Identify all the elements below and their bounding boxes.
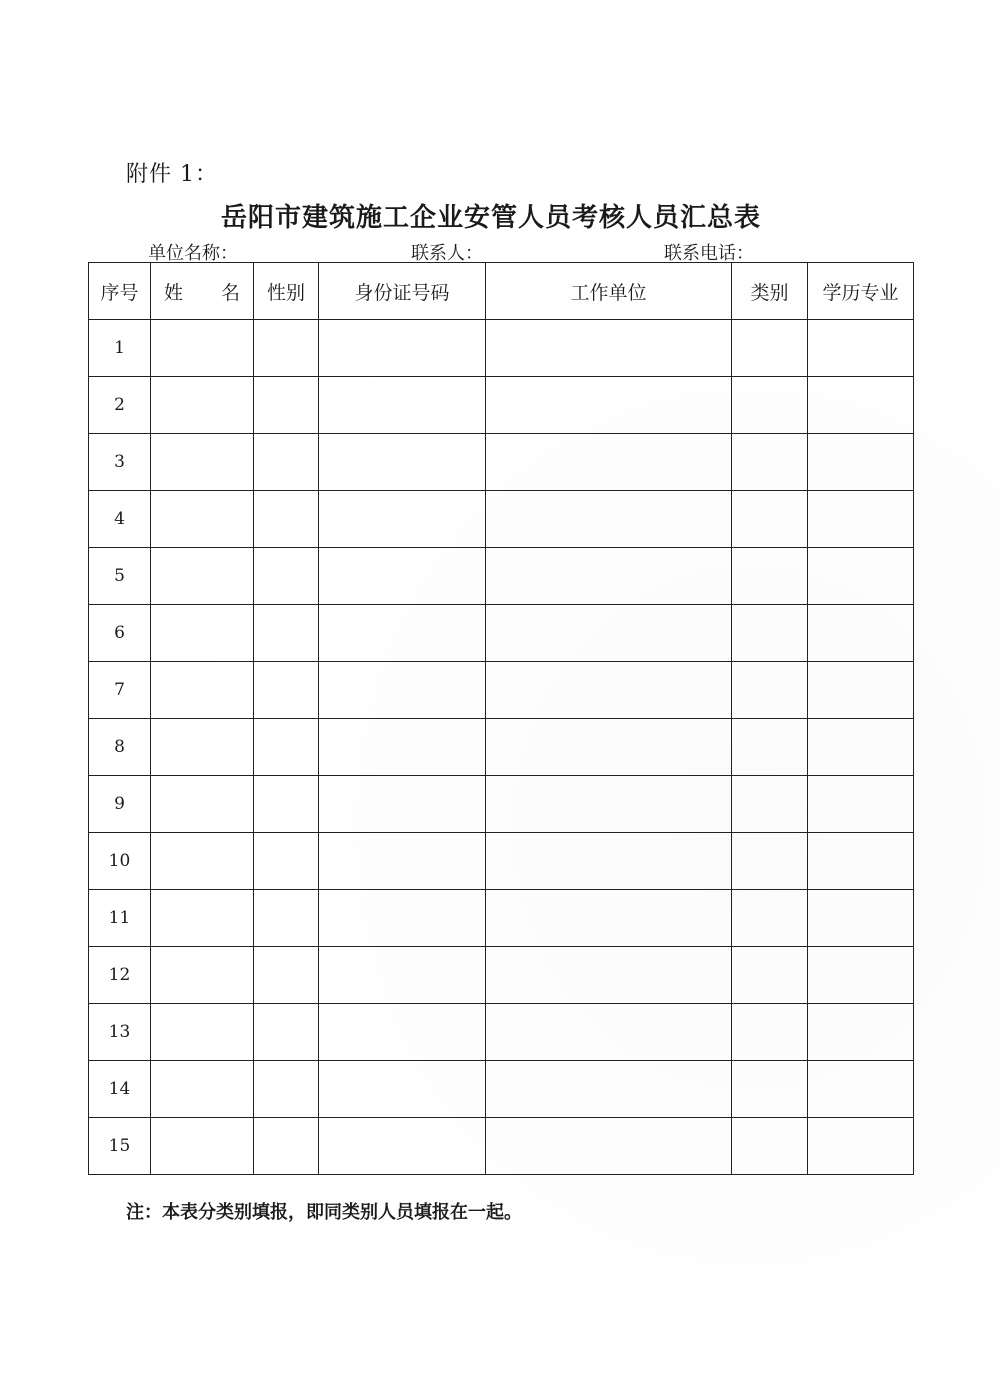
cell-work-unit <box>486 1004 732 1061</box>
cell-id-number <box>319 776 486 833</box>
table-row <box>89 548 914 605</box>
cell-id-number <box>319 719 486 776</box>
cell-education <box>808 1004 914 1061</box>
cell-education <box>808 776 914 833</box>
cell-work-unit <box>486 377 732 434</box>
cell-category <box>732 947 808 1004</box>
cell-gender <box>254 434 319 491</box>
cell-id-number <box>319 605 486 662</box>
header-gender: 性别 <box>254 263 319 320</box>
cell-work-unit <box>486 776 732 833</box>
cell-id-number <box>319 1118 486 1175</box>
cell-name <box>151 491 254 548</box>
table-row <box>89 377 914 434</box>
footnote: 注：本表分类别填报，即同类别人员填报在一起。 <box>126 1202 522 1223</box>
cell-gender <box>254 662 319 719</box>
cell-id-number <box>319 491 486 548</box>
cell-education <box>808 434 914 491</box>
cell-category <box>732 1004 808 1061</box>
table-row <box>89 1061 914 1118</box>
cell-name <box>151 377 254 434</box>
cell-name <box>151 605 254 662</box>
cell-education <box>808 548 914 605</box>
cell-gender <box>254 1004 319 1061</box>
row-index: 7 <box>89 662 151 719</box>
cell-category <box>732 548 808 605</box>
cell-gender <box>254 890 319 947</box>
contact-phone-label: 联系电话： <box>664 243 754 264</box>
cell-work-unit <box>486 434 732 491</box>
row-index: 1 <box>89 320 151 377</box>
cell-gender <box>254 776 319 833</box>
row-index: 8 <box>89 719 151 776</box>
cell-education <box>808 605 914 662</box>
cell-gender <box>254 719 319 776</box>
table-row <box>89 1118 914 1175</box>
cell-education <box>808 890 914 947</box>
cell-gender <box>254 947 319 1004</box>
cell-education <box>808 491 914 548</box>
cell-category <box>732 662 808 719</box>
header-category: 类别 <box>732 263 808 320</box>
cell-gender <box>254 320 319 377</box>
cell-id-number <box>319 377 486 434</box>
cell-id-number <box>319 833 486 890</box>
cell-work-unit <box>486 719 732 776</box>
table-header-row <box>89 263 914 320</box>
cell-gender <box>254 377 319 434</box>
cell-category <box>732 605 808 662</box>
cell-name <box>151 776 254 833</box>
table-row <box>89 605 914 662</box>
cell-category <box>732 833 808 890</box>
cell-education <box>808 662 914 719</box>
cell-education <box>808 377 914 434</box>
cell-education <box>808 320 914 377</box>
cell-id-number <box>319 947 486 1004</box>
cell-work-unit <box>486 833 732 890</box>
cell-work-unit <box>486 320 732 377</box>
cell-work-unit <box>486 548 732 605</box>
cell-gender <box>254 491 319 548</box>
cell-name <box>151 719 254 776</box>
cell-gender <box>254 1061 319 1118</box>
cell-gender <box>254 1118 319 1175</box>
row-index: 2 <box>89 377 151 434</box>
cell-id-number <box>319 890 486 947</box>
row-index: 6 <box>89 605 151 662</box>
row-index: 5 <box>89 548 151 605</box>
cell-name <box>151 833 254 890</box>
table-row <box>89 320 914 377</box>
cell-id-number <box>319 1061 486 1118</box>
header-name: 姓 名 <box>151 263 254 320</box>
table-row <box>89 1004 914 1061</box>
cell-work-unit <box>486 1061 732 1118</box>
cell-gender <box>254 548 319 605</box>
row-index: 15 <box>89 1118 151 1175</box>
cell-work-unit <box>486 491 732 548</box>
cell-work-unit <box>486 947 732 1004</box>
header-work-unit: 工作单位 <box>486 263 732 320</box>
table-row <box>89 719 914 776</box>
cell-name <box>151 548 254 605</box>
cell-name <box>151 320 254 377</box>
cell-education <box>808 833 914 890</box>
cell-category <box>732 719 808 776</box>
table-row <box>89 890 914 947</box>
table-row <box>89 776 914 833</box>
cell-education <box>808 1118 914 1175</box>
row-index: 9 <box>89 776 151 833</box>
cell-category <box>732 491 808 548</box>
header-id-number: 身份证号码 <box>319 263 486 320</box>
document-title: 岳阳市建筑施工企业安管人员考核人员汇总表 <box>220 203 761 233</box>
cell-name <box>151 1118 254 1175</box>
unit-name-label: 单位名称： <box>148 243 238 264</box>
cell-name <box>151 662 254 719</box>
cell-id-number <box>319 434 486 491</box>
cell-id-number <box>319 320 486 377</box>
cell-category <box>732 776 808 833</box>
cell-category <box>732 320 808 377</box>
cell-gender <box>254 605 319 662</box>
cell-name <box>151 434 254 491</box>
cell-gender <box>254 833 319 890</box>
row-index: 14 <box>89 1061 151 1118</box>
table-row <box>89 662 914 719</box>
row-index: 4 <box>89 491 151 548</box>
table-row <box>89 947 914 1004</box>
cell-name <box>151 947 254 1004</box>
cell-work-unit <box>486 605 732 662</box>
cell-name <box>151 890 254 947</box>
cell-work-unit <box>486 662 732 719</box>
table-row <box>89 833 914 890</box>
cell-education <box>808 1061 914 1118</box>
table-row <box>89 434 914 491</box>
cell-id-number <box>319 1004 486 1061</box>
cell-id-number <box>319 662 486 719</box>
cell-category <box>732 434 808 491</box>
cell-category <box>732 890 808 947</box>
cell-category <box>732 377 808 434</box>
cell-name <box>151 1061 254 1118</box>
row-index: 12 <box>89 947 151 1004</box>
row-index: 3 <box>89 434 151 491</box>
summary-table <box>88 262 914 1175</box>
cell-education <box>808 719 914 776</box>
row-index: 13 <box>89 1004 151 1061</box>
cell-category <box>732 1118 808 1175</box>
contact-person-label: 联系人： <box>411 243 483 264</box>
attachment-label: 附件 1： <box>126 162 218 187</box>
cell-work-unit <box>486 1118 732 1175</box>
row-index: 10 <box>89 833 151 890</box>
cell-name <box>151 1004 254 1061</box>
row-index: 11 <box>89 890 151 947</box>
cell-work-unit <box>486 890 732 947</box>
cell-education <box>808 947 914 1004</box>
table-row <box>89 491 914 548</box>
cell-category <box>732 1061 808 1118</box>
header-index: 序号 <box>89 263 151 320</box>
cell-id-number <box>319 548 486 605</box>
header-education: 学历专业 <box>808 263 914 320</box>
table-body <box>89 320 914 1175</box>
